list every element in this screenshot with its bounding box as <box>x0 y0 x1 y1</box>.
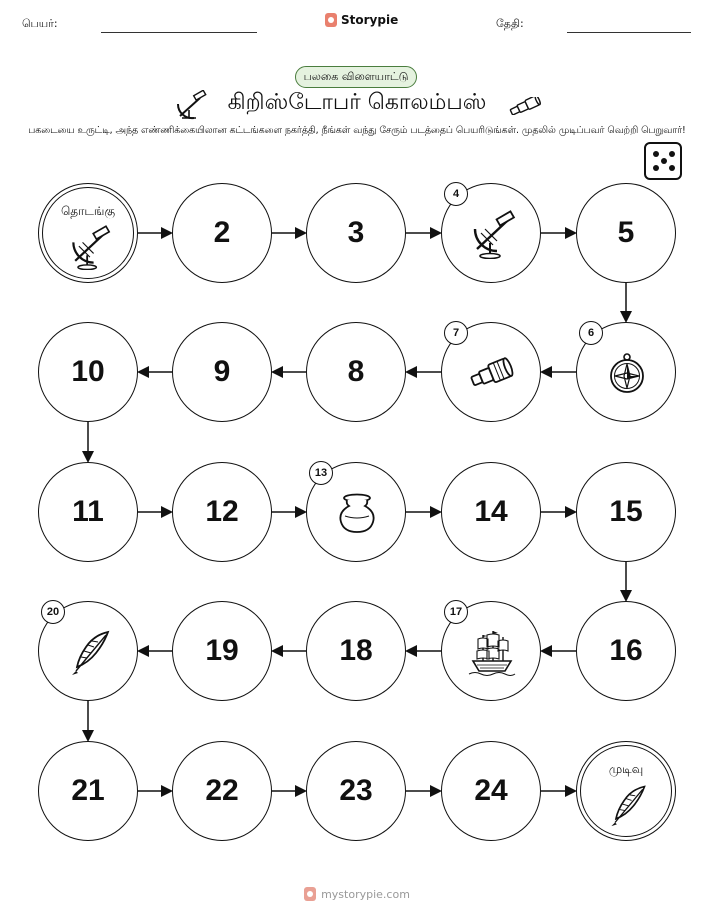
space-number-badge: 6 <box>579 321 603 345</box>
space-number: 2 <box>213 216 231 249</box>
space-number-badge: 13 <box>309 461 333 485</box>
sextant-icon <box>467 209 517 259</box>
footer-url[interactable]: mystorypie.com <box>321 887 410 901</box>
space-number: 3 <box>347 216 365 249</box>
space-number: 16 <box>609 634 643 667</box>
start-space <box>38 183 138 283</box>
finish-space <box>576 741 676 841</box>
space-number-badge: 7 <box>444 321 468 345</box>
space-number: 8 <box>347 355 365 388</box>
space-number: 12 <box>205 495 239 528</box>
board-space-24 <box>441 741 541 841</box>
space-number: 18 <box>339 634 373 667</box>
board-space-8 <box>306 322 406 422</box>
space-number: 24 <box>474 774 508 807</box>
finish-label: முடிவு <box>608 762 644 776</box>
ship-icon <box>467 627 517 677</box>
board-space-23 <box>306 741 406 841</box>
board-space-12 <box>172 462 272 562</box>
space-number-badge: 20 <box>41 600 65 624</box>
space-number: 10 <box>71 355 105 388</box>
space-number: 15 <box>609 495 643 528</box>
board-space-18 <box>306 601 406 701</box>
compass-icon <box>602 348 652 398</box>
brand-name: Storypie <box>341 13 399 27</box>
board-space-16 <box>576 601 676 701</box>
board-space-21 <box>38 741 138 841</box>
quill-icon <box>604 782 650 828</box>
board-space-2 <box>172 183 272 283</box>
board-space-22 <box>172 741 272 841</box>
board-space-9 <box>172 322 272 422</box>
board-space-15 <box>576 462 676 562</box>
space-number: 14 <box>474 495 508 528</box>
space-number: 5 <box>617 216 635 249</box>
board-space-13 <box>306 462 406 562</box>
start-label: தொடங்கு <box>60 204 116 218</box>
name-label: பெயர்: <box>22 17 58 30</box>
date-label: தேதி: <box>496 17 524 30</box>
board-space-3 <box>306 183 406 283</box>
instructions: பகடையை உருட்டி, அந்த எண்ணிக்கையிலான கட்டங்களை நகர்த்தி, நீங்கள் வந்து சேரும் படத்தைப் பெயரிடுங்கள். முதலில் முடிப்பவர் வெற்றி பெறுவார்! <box>28 125 686 136</box>
pot-icon <box>332 488 382 538</box>
storypie-logo-icon <box>304 887 316 901</box>
category-badge: பலகை விளையாட்டு <box>295 66 417 88</box>
board-space-6 <box>576 322 676 422</box>
board-space-14 <box>441 462 541 562</box>
page-title: கிறிஸ்டோபர் கொலம்பஸ் <box>227 90 487 115</box>
board-space-5 <box>576 183 676 283</box>
space-number: 11 <box>72 495 104 528</box>
footer <box>0 887 714 901</box>
quill-icon <box>64 627 114 677</box>
space-number: 21 <box>71 774 105 807</box>
board-space-20 <box>38 601 138 701</box>
spyglass-icon <box>467 348 517 398</box>
space-number: 22 <box>205 774 239 807</box>
board-space-11 <box>38 462 138 562</box>
space-number: 23 <box>339 774 373 807</box>
board-space-10 <box>38 322 138 422</box>
space-number: 19 <box>205 634 239 667</box>
board-space-4 <box>441 183 541 283</box>
space-number-badge: 17 <box>444 600 468 624</box>
board-space-17 <box>441 601 541 701</box>
space-number-badge: 4 <box>444 182 468 206</box>
board-space-19 <box>172 601 272 701</box>
board-space-7 <box>441 322 541 422</box>
space-number: 9 <box>213 355 231 388</box>
sextant-icon <box>66 224 112 270</box>
